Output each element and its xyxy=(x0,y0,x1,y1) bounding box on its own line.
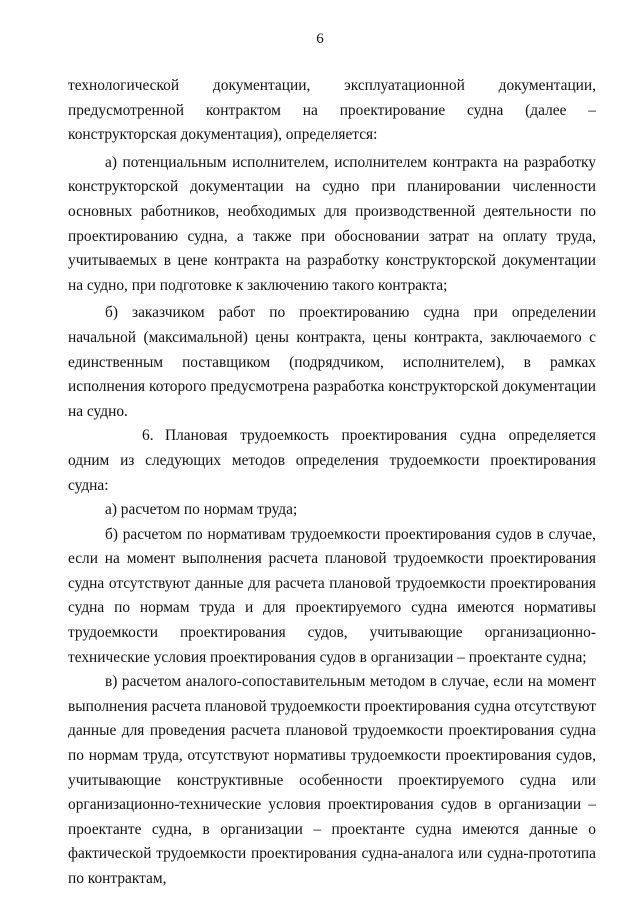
paragraph-method-b: б) расчетом по нормативам трудоемкости проектирования судов в случае, если на момент выполнения расчета плановой трудоемкости проектирования судна отсутствуют данные для расчета плановой трудоемкости проектирования судна по нормам труда и для проектируемого судна имеются нормативы трудоемкости проектирования судов, учитывающие организационно-технические условия проектирования судов в организации – проектанте судна; xyxy=(68,525,596,666)
paragraph-item-a: а) потенциальным исполнителем, исполнителем контракта на разработку конструкторской документации на судно при планировании численности основных работников, необходимых для производственной деятельности по проектированию судна, а также при обосновании затрат на оплату труда, учитываемых в цене контракта на разработку конструкторской документации на судно, при подготовке к заключению такого контракта; xyxy=(68,153,596,294)
paragraph-continuation: технологической документации, эксплуатационной документации, предусмотренной контрактом на проектирование судна (далее – конструкторская документация), определяется: xyxy=(68,77,596,144)
section-number: 6. xyxy=(142,427,154,445)
paragraph-item-b: б) заказчиком работ по проектированию судна при определении начальной (максимальной) цены контракта, цены контракта, заключаемого с единственным поставщиком (подрядчиком, исполнителем), в рамках исполнения которого предусмотрена разработка конструкторской документации на судно. xyxy=(68,304,596,420)
section-text: Плановая трудоемкость проектирования судна определяется одним из следующих методов определения трудоемкости проектирования судна: xyxy=(68,427,596,494)
page-number: 6 xyxy=(316,31,324,47)
document-body xyxy=(68,74,596,892)
paragraph-method-c: в) расчетом аналого-сопоставительным методом в случае, если на момент выполнения расчета плановой трудоемкости проектирования судна отсутствуют данные для проведения расчета плановой трудоемкости проектирования судна по нормам труда, отсутствуют нормативы трудоемкости проектирования судов, учитывающие конструктивные особенности проектируемого судна или организационно-технические условия проектирования судов в организации – проектанте судна, в организации – проектанте судна имеются данные о фактической трудоемкости проектирования судна-аналога или судна-прототипа по контрактам, xyxy=(68,673,596,887)
paragraph-method-a: а) расчетом по нормам труда; xyxy=(105,501,298,519)
paragraph-section-6 xyxy=(68,424,596,498)
